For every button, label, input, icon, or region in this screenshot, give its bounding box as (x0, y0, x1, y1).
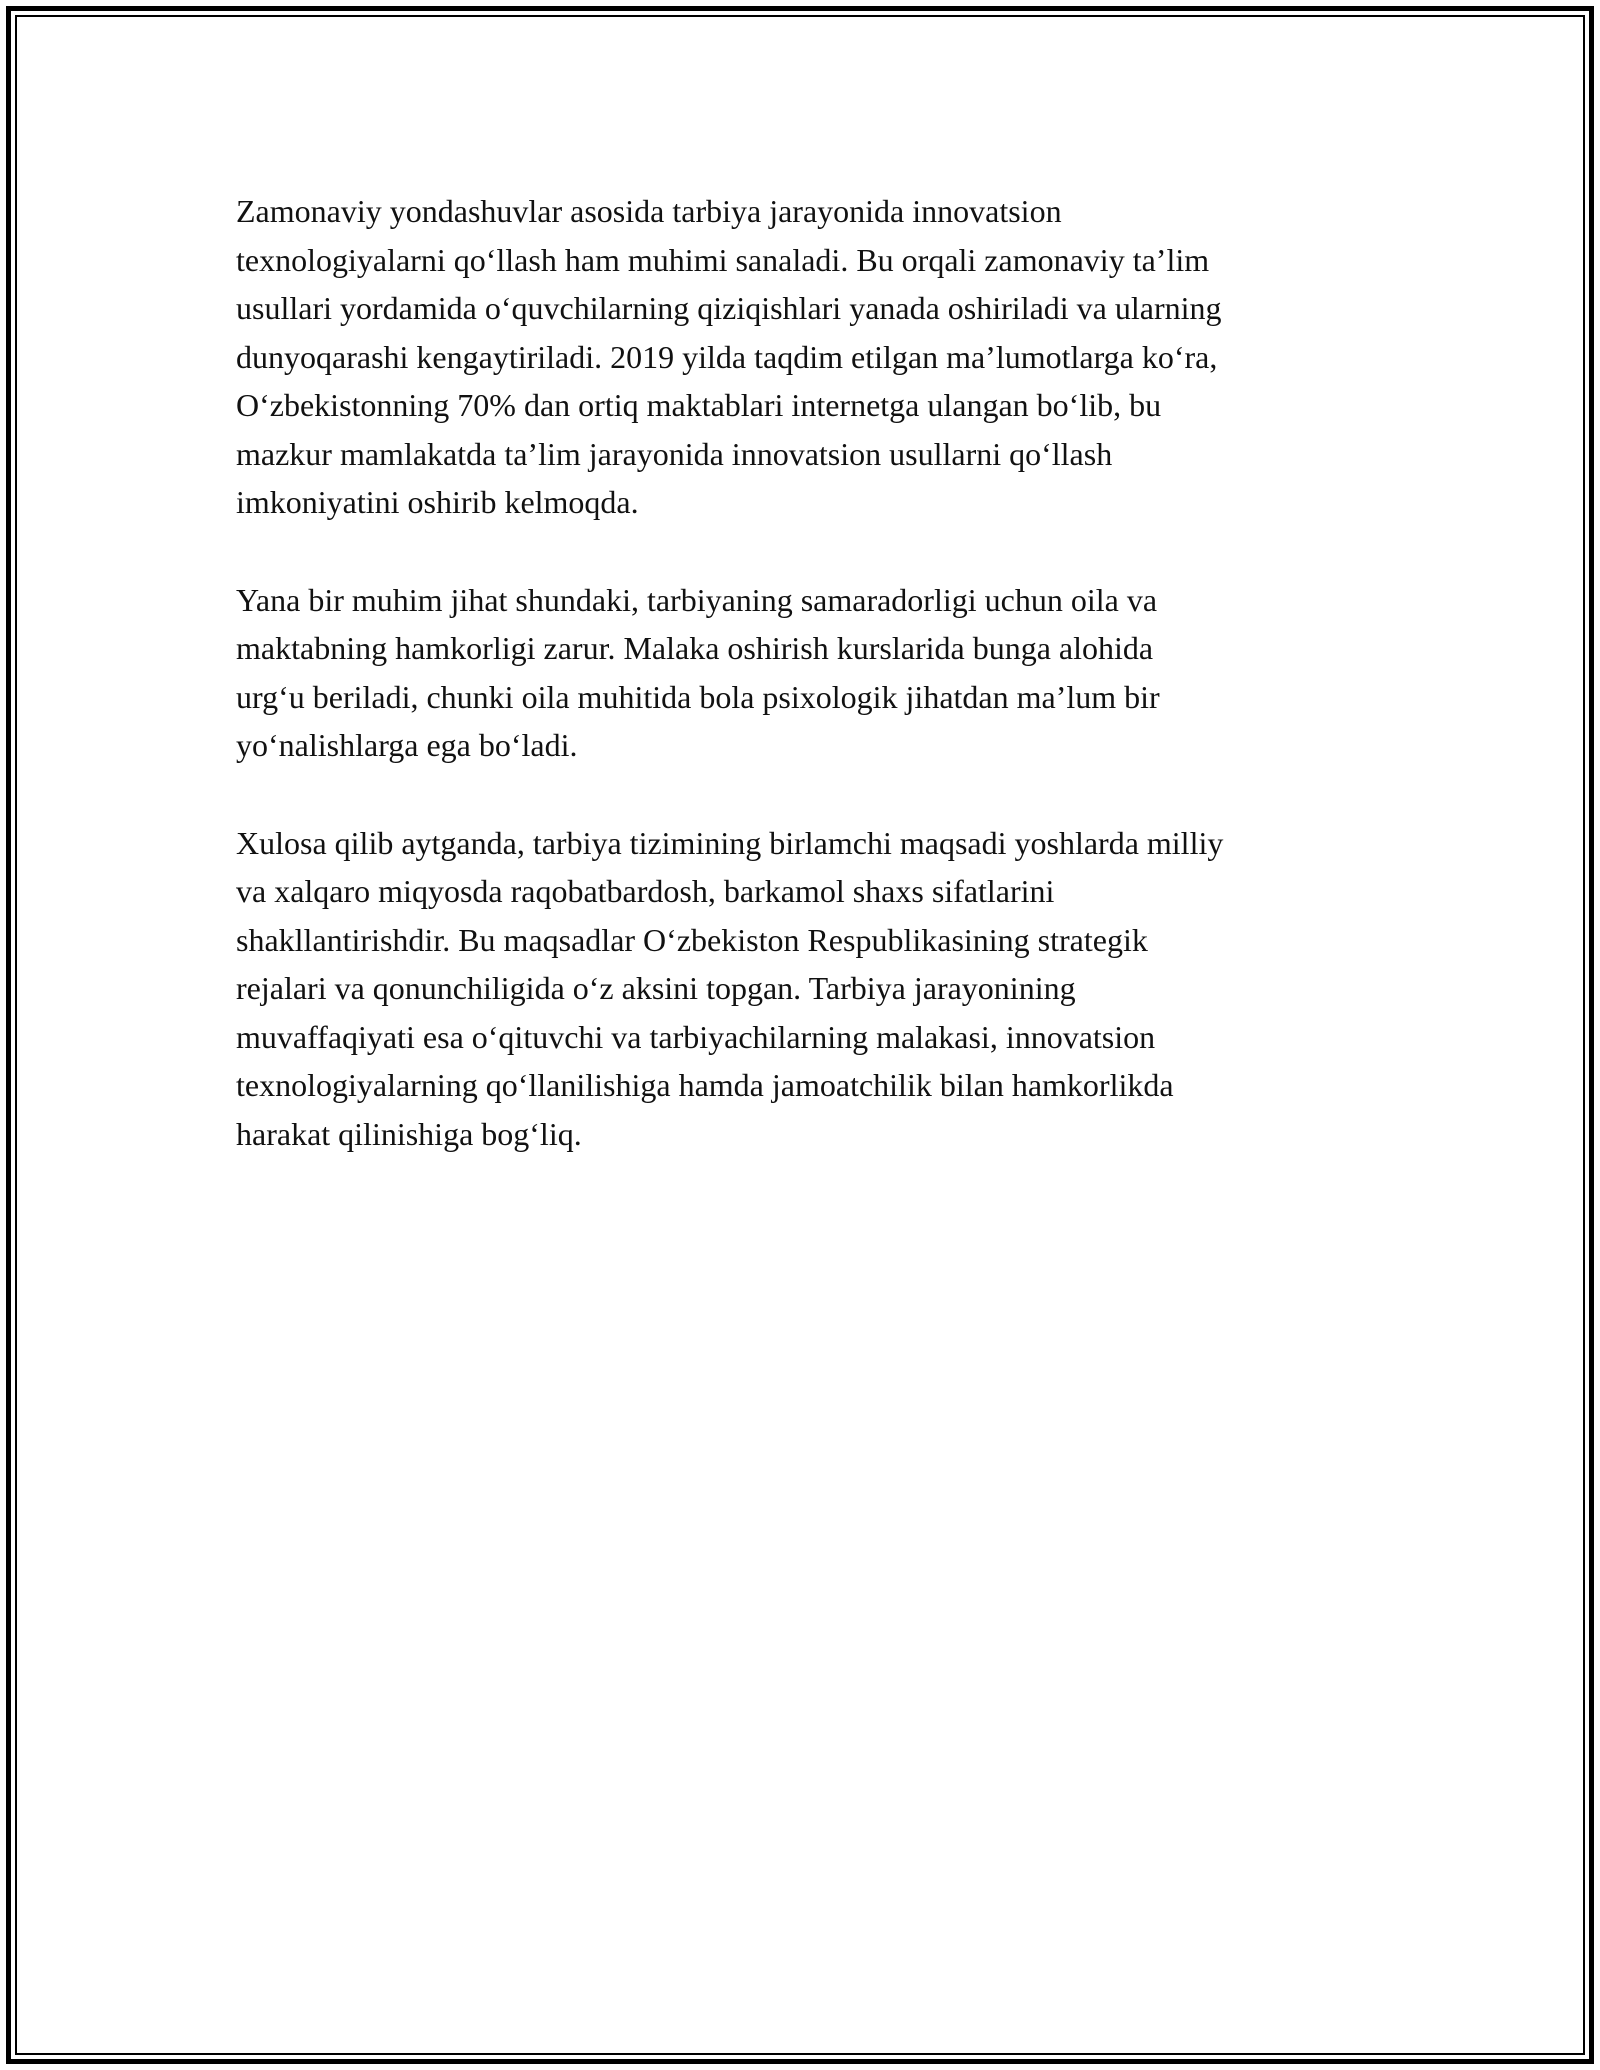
paragraph-family-school-cooperation: Yana bir muhim jihat shundaki, tarbiyaning samaradorligi uchun oila va maktabning hamkorligi zarur. Malaka oshirish kurslarida bunga alohida urg‘u beriladi, chunki oila muhitida bola psixologik jihatdan ma’lum bir yo‘nalishlarga ega bo‘ladi. (236, 581, 1160, 763)
document-body (236, 187, 1396, 1207)
paragraph-conclusion: Xulosa qilib aytganda, tarbiya tizimining birlamchi maqsadi yoshlarda milliy va xalqaro miqyosda raqobatbardosh, barkamol shaxs sifatlarini shakllantirishdir. Bu maqsadlar O‘zbekiston Respublikasining strategik rejalari va qonunchiligida o‘z aksini topgan. Tarbiya jarayonining muvaffaqiyati esa o‘qituvchi va tarbiyachilarning malakasi, innovatsion texnologiyalarning qo‘llanilishiga hamda jamoatchilik bilan hamkorlikda harakat qilinishiga bog‘liq. (236, 824, 1224, 1152)
paragraph-innovative-technologies: Zamonaviy yondashuvlar asosida tarbiya jarayonida innovatsion texnologiyalarni qo‘llash ham muhimi sanaladi. Bu orqali zamonaviy ta’lim usullari yordamida o‘quvchilarning qiziqishlari yanada oshiriladi va ularning dunyoqarashi kengaytiriladi. 2019 yilda taqdim etilgan ma’lumotlarga ko‘ra, O‘zbekistonning 70% dan ortiq maktablari internetga ulangan bo‘lib, bu mazkur mamlakatda ta’lim jarayonida innovatsion usullarni qo‘llash imkoniyatini oshirib kelmoqda. (236, 193, 1222, 520)
